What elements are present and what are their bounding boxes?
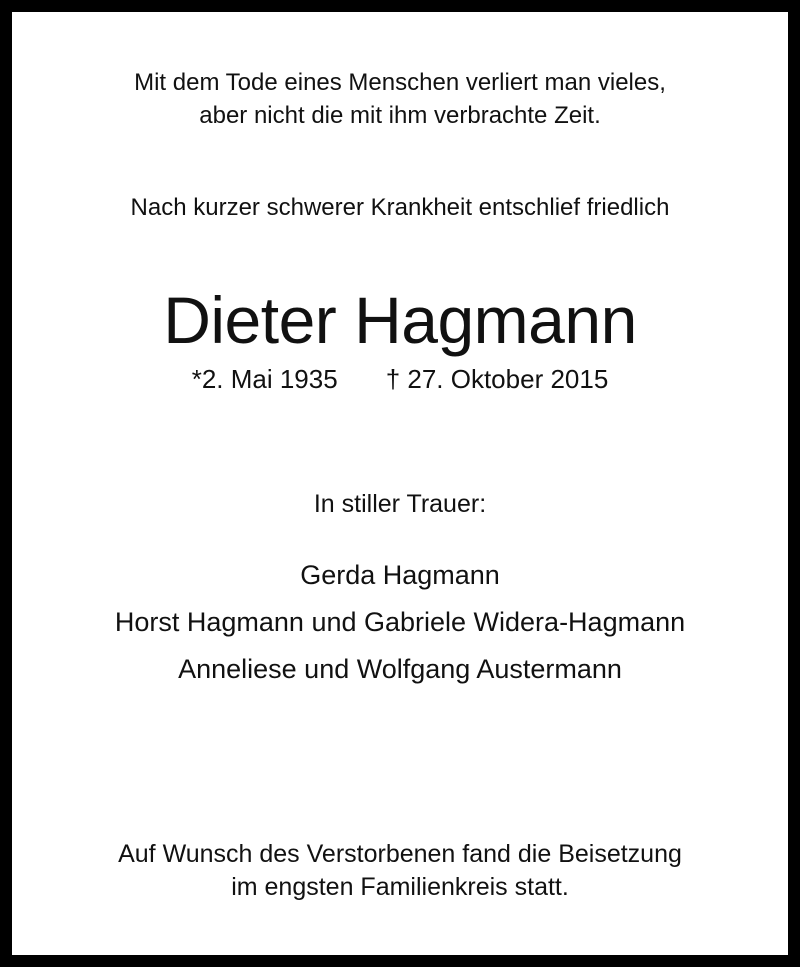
life-dates bbox=[12, 364, 788, 395]
quote-line-1: Mit dem Tode eines Menschen verliert man vieles, bbox=[134, 69, 666, 96]
mourner-name: Horst Hagmann und Gabriele Widera-Hagmann bbox=[114, 607, 686, 637]
mourner-name: Anneliese und Wolfgang Austermann bbox=[178, 654, 622, 684]
death-date: † 27. Oktober 2015 bbox=[385, 364, 609, 394]
birth-date: *2. Mai 1935 bbox=[191, 364, 338, 394]
mourners-list bbox=[12, 552, 788, 693]
deceased-name: Dieter Hagmann bbox=[163, 283, 637, 357]
memorial-quote bbox=[12, 66, 788, 132]
mourner-name: Gerda Hagmann bbox=[300, 560, 500, 590]
closing-line-1: Auf Wunsch des Verstorbenen fand die Beisetzung bbox=[118, 840, 682, 868]
mourning-heading: In stiller Trauer: bbox=[313, 490, 487, 518]
quote-line-2: aber nicht die mit ihm verbrachte Zeit. bbox=[199, 102, 601, 129]
intro-text: Nach kurzer schwerer Krankheit entschlief friedlich bbox=[130, 194, 670, 221]
closing-line-2: im engsten Familienkreis statt. bbox=[231, 873, 569, 901]
closing-note bbox=[12, 838, 788, 904]
